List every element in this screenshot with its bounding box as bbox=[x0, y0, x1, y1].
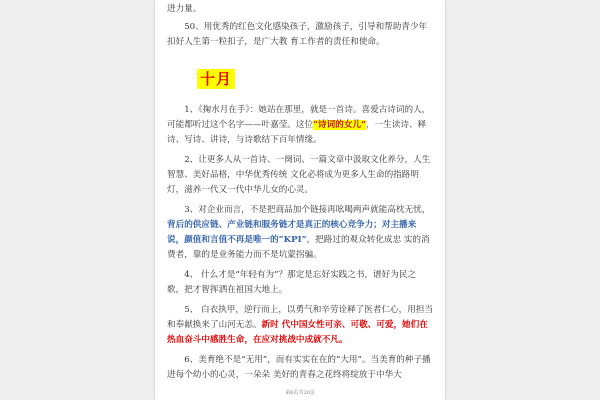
paragraph-3 bbox=[167, 203, 433, 263]
paragraph-4: 4、 什么才是“年轻有为”？那定是忘好实践之书，谱好为民之歌，把才智挥洒在祖国大地上。 bbox=[167, 270, 417, 295]
document-page bbox=[155, 0, 445, 400]
month-heading bbox=[167, 55, 433, 103]
paragraph-5-red-emphasis: 新时 代中国女性可亲、可敬、可爱，她们在热血奋斗中感胜生命，在应对挑战中成就不凡。 bbox=[167, 320, 428, 345]
document-body bbox=[167, 2, 433, 388]
paragraph-fragment: 进力量。 bbox=[167, 4, 202, 14]
paragraph-3-text-a: 3、对企业而言，不是把商品加个链接再吆喝两声就能高枕无忧， bbox=[184, 205, 431, 215]
paragraph-50: 50、用优秀的红色文化感染孩子，激励孩子，引导和帮助青少年扣好人生第一粒扣子，是广大教 育工作者的责任和使命。 bbox=[167, 22, 428, 47]
paragraph-3-blue-emphasis: 背后的供应链、产业链和服务链才是真正的核心竞争力；对主播来说，颜值和言值不再是唯一的“KPI” bbox=[167, 220, 417, 245]
paragraph-3-text-b: ，把路过的观众转化成忠 实的消费者，靠的是业务能力而不是坑蒙拐骗。 bbox=[167, 235, 430, 260]
paragraph-5 bbox=[167, 303, 433, 348]
page-number-footer: 第6页共20页 bbox=[285, 390, 315, 396]
paragraph-2: 2、让更多人从一首诗、一阕词、一篇文章中汲取文化养分，人生智慧、美好品格，中华优秀传统 文化必将成为更多人生命的指路明灯，滋养一代又一代中华儿女的心灵。 bbox=[167, 155, 431, 195]
paragraph-6: 6、美育绝不是“无用”，而有实实在在的“大用”。当美育的种子播进每个幼小的心灵，一朵朵 美好的青春之花终将绽放于中华大 bbox=[167, 355, 431, 380]
paragraph-1-text-a: 1、《掬水月在手》：她站在那里，就是一首诗。喜爱古诗词的人，可能都听过这个名字——叶嘉莹。这位 bbox=[167, 105, 431, 130]
paragraph-5-text-a: 5、 白衣执甲，逆行而上，以勇气和辛劳诠释了医者仁心，用担当和奉献换来了山河无恙。 bbox=[167, 305, 434, 330]
month-heading-label: 十月 bbox=[197, 69, 235, 89]
poetry-daughter-highlight: “诗词的女儿” bbox=[313, 120, 366, 130]
paragraph-1 bbox=[167, 103, 433, 148]
paragraph-1-text-b: ，一生读诗、释诗、写诗、讲诗，与诗歌结下百年情缘。 bbox=[167, 120, 427, 145]
